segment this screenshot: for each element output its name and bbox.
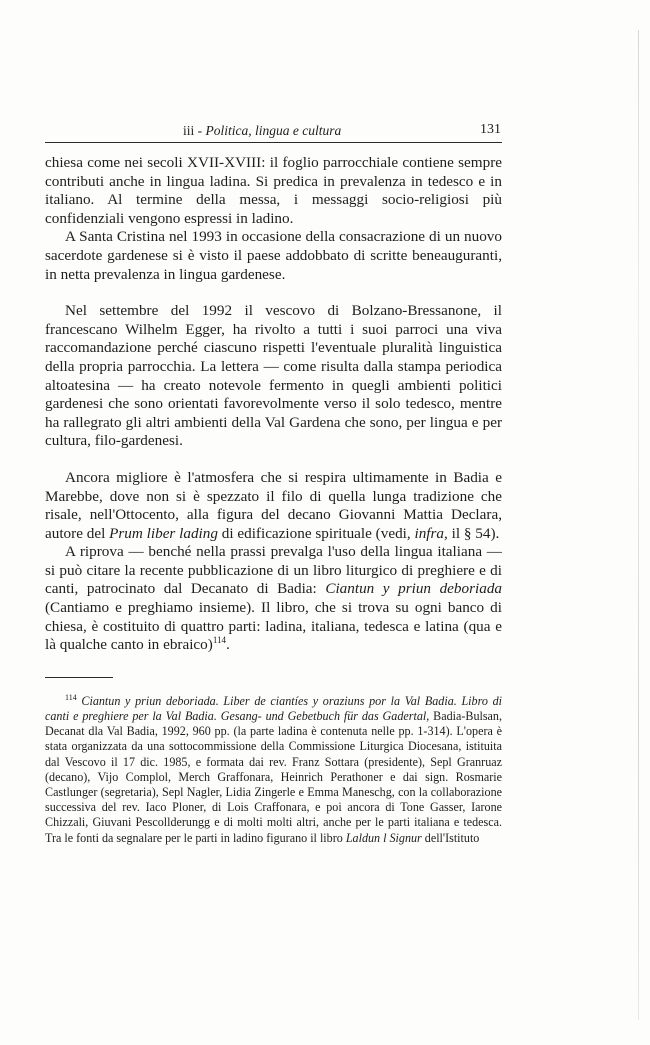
text-run: chiesa come nei secoli XVII-XVIII: il foglio parrocchiale contiene sempre contributi anche in lingua ladina. Si predica in prevalenza in tedesco e in italiano. Al termine della messa, i messaggi socio-religiosi più confidenziali vengono espressi in ladino. [45, 154, 502, 227]
italic-text: infra [414, 524, 445, 542]
running-head-title [183, 123, 341, 139]
text-run: di edificazione spirituale (vedi, [217, 524, 415, 542]
italic-text: Ciantun y priun deboriada. Liber de ciantíes y oraziuns por la Val Badia. Libro di canti e preghiere per la Val Badia. Gesang- und Gebetbuch für das Gadertal [45, 693, 502, 724]
body-text [45, 154, 502, 655]
italic-text: Ciantun y priun deboriada [325, 580, 503, 598]
paragraph [45, 154, 502, 228]
text-run: Nel settembre del 1992 il vescovo di Bolzano-Bressanone, il francescano Wilhelm Egger, ha rivolto a tutti i suoi parroci una viva raccomandazione perché ciascuno rispetti l'eventuale pluralità linguistica della propria parrocchia. La lettera — come risulta dalla stampa periodica altoatesina — ha creato notevole fermento in quegli ambienti politici gardenesi che sono orientati favorevolmente verso il solo tedesco, mentre ha rallegrato gli altri ambienti della Val Gardena che sono, per lingua e per cultura, filo-gardenesi. [45, 302, 502, 450]
text-run: , il § 54). [444, 524, 500, 542]
footnote-ref: 114 [212, 635, 226, 646]
text-run: A riprova — benché nella prassi prevalga l'uso della lingua italiana — si può citare la recente pubblicazione di un libro liturgico di preghiere e di canti, patrocinato dal Decanato di Badia: [45, 543, 502, 598]
footnote-number: 114 [65, 692, 77, 702]
running-head-prefix: iii - [183, 123, 206, 138]
footnote-114 [45, 694, 502, 846]
paragraph [45, 469, 502, 543]
running-head [45, 122, 502, 143]
text-run: dell'Istituto [421, 830, 480, 845]
scan-edge [638, 30, 639, 1020]
text-run: (Cantiamo e preghiamo insieme). Il libro, che si trova su ogni banco di chiesa, è costituito di quattro parti: ladina, italiana, tedesca e latina (qua e là qualche canto in ebraico) [45, 599, 502, 654]
paragraph [45, 302, 502, 451]
text-run: , Badia-Bulsan, Decanat dla Val Badia, 1992, 960 pp. (la parte ladina è contenuta nelle pp. 1-314). L'opera è stata organizzata da una sottocommissione della Commissione Liturgica Diocesana, istituita dal Vescovo il 17 dic. 1985, e formata dai rev. Franz Sottara (presidente), Sepl Granruaz (decano), Vijo Complol, Merch Graffonara, Heinrich Perathoner e dai sign. Rosmarie Castlunger (segretaria), Sepl Nagler, Lidia Zingerle e Emma Maneschg, con la collaborazione successiva del rev. Iaco Ploner, di Lois Craffonara, e poi ancora di Tone Gasser, Iarone Chizzali, Giuvani Pescollderungg e di molti molti altri, anche per le parti italiana e tedesca. Tra le fonti da segnalare per le parti in ladino figurano il libro [45, 709, 502, 845]
text-run: A Santa Cristina nel 1993 in occasione della consacrazione di un nuovo sacerdote gardenese si è visto il paese addobbato di scritte beneauguranti, in netta prevalenza in lingua gardenese. [45, 228, 502, 283]
italic-text: Laldun l Signur [345, 830, 422, 845]
footnote-rule [45, 677, 113, 678]
book-page [45, 122, 502, 846]
running-head-section: Politica, lingua e cultura [205, 123, 342, 138]
text-run: . [226, 636, 230, 654]
paragraph [45, 228, 502, 284]
paragraph [45, 543, 502, 655]
italic-text: Prum liber lading [109, 524, 218, 542]
page-number: 131 [480, 122, 501, 137]
text-run: Ancora migliore è l'atmosfera che si respira ultimamente in Badia e Marebbe, dove non si è spezzato il filo di quella lunga tradizione che risale, nell'Ottocento, alla figura del decano Giovanni Mattia Declara, autore del [45, 468, 502, 542]
